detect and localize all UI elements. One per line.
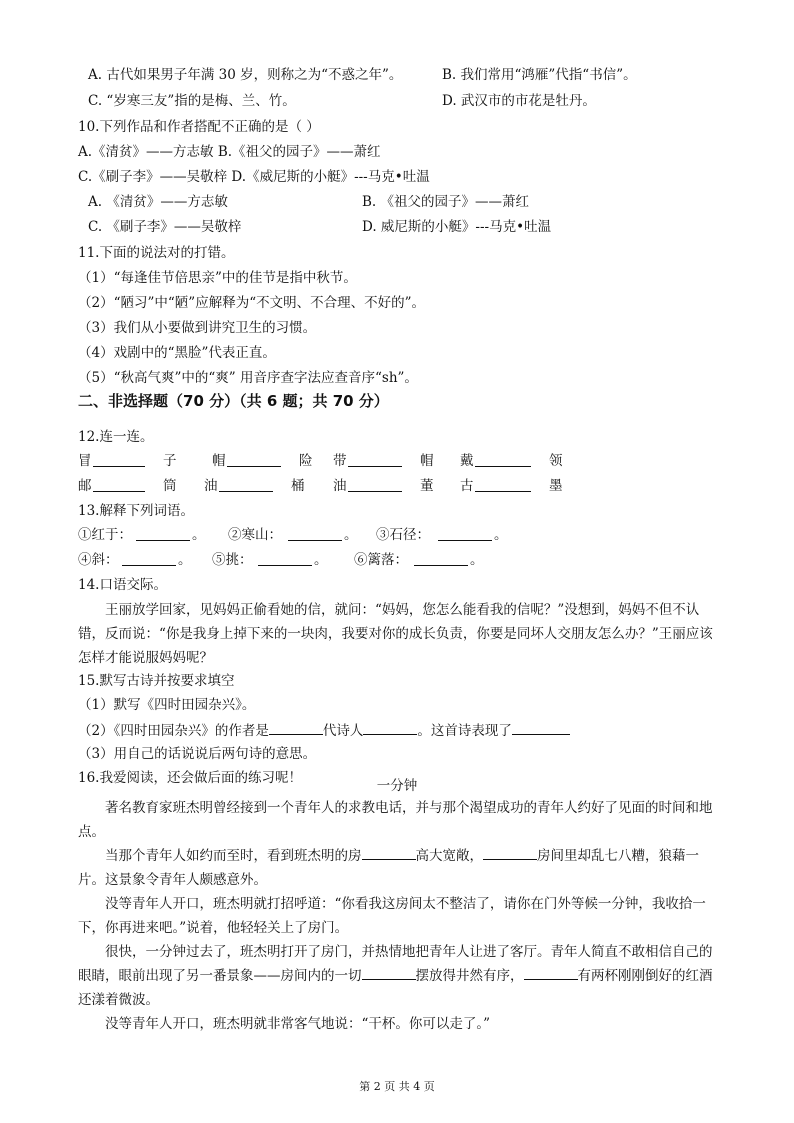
paragraph-text: 摆放得井然有序， bbox=[415, 968, 524, 984]
passage-blank[interactable] bbox=[483, 845, 537, 860]
q11-item-2: （2）“陋习”中“陋”应解释为“不文明、不合理、不好的”。 bbox=[78, 295, 425, 311]
q10-option-a: A. 《清贫》——方志敏 bbox=[88, 194, 228, 210]
q12-blank[interactable] bbox=[93, 452, 145, 467]
paragraph-text: 当那个青年人如约而至时，看到班杰明的房 bbox=[105, 848, 362, 864]
q15-stem: 15.默写古诗并按要求填空 bbox=[78, 673, 235, 689]
q15-dynasty-blank[interactable] bbox=[363, 720, 417, 735]
q16-passage bbox=[78, 796, 718, 1036]
q12-char: 戴 bbox=[460, 453, 474, 469]
q15-item-2 bbox=[78, 720, 570, 740]
q13-item: ⑤挑： bbox=[212, 552, 253, 568]
q9-option-a: A. 古代如果男子年满 30 岁，则称之为“不惑之年”。 bbox=[88, 67, 403, 83]
q13-item: ③石径： bbox=[376, 527, 430, 543]
q14-stem: 14.口语交际。 bbox=[78, 577, 167, 593]
q15-theme-blank[interactable] bbox=[512, 720, 570, 735]
q9-option-d: D. 武汉市的市花是牡丹。 bbox=[442, 93, 596, 109]
passage-title: 一分钟 bbox=[376, 778, 418, 794]
paragraph-text: 房间里却乱七八糟，狼藉一片。这景象令青年人颇感意外。 bbox=[78, 848, 699, 888]
q10-option-b: B. 《祖父的园子》——萧红 bbox=[362, 194, 530, 210]
q10-option-d: D. 威尼斯的小艇》---马克•吐温 bbox=[362, 219, 552, 235]
q12-char: 冒 bbox=[78, 453, 92, 469]
q12-char: 带 bbox=[333, 453, 347, 469]
q11-item-5: （5）“秋高气爽”中的“爽” 用音序查字法应查音序“sh”。 bbox=[78, 370, 418, 386]
passage-paragraph bbox=[78, 844, 718, 892]
q13-blank[interactable] bbox=[122, 551, 176, 566]
q13-item: ⑥篱落： bbox=[354, 552, 408, 568]
q12-blank[interactable] bbox=[475, 452, 531, 467]
q12-char: 帽 bbox=[212, 453, 226, 469]
passage-blank[interactable] bbox=[362, 845, 416, 860]
q13-item: ②寒山： bbox=[228, 527, 282, 543]
q13-period: 。 bbox=[192, 527, 206, 543]
q12-char: 油 bbox=[333, 478, 347, 494]
passage-blank[interactable] bbox=[524, 965, 578, 980]
q13-period: 。 bbox=[494, 527, 508, 543]
q10-line1: A.《清贫》——方志敏 B.《祖父的园子》——萧红 bbox=[78, 144, 381, 160]
q15-item-2-part-c: 。这首诗表现了 bbox=[417, 723, 512, 739]
q12-char: 墨 bbox=[549, 478, 563, 494]
q10-line2: C.《刷子李》——吴敬梓 D.《威尼斯的小艇》---马克•吐温 bbox=[78, 169, 430, 185]
passage-paragraph: 著名教育家班杰明曾经接到一个青年人的求教电话，并与那个渴望成功的青年人约好了见面的时间和地点。 bbox=[78, 800, 713, 840]
q12-blank[interactable] bbox=[219, 477, 273, 492]
q12-char: 筒 bbox=[163, 478, 177, 494]
paragraph-text: 很快，一分钟过去了，班杰明打开了房门，并热情地把青年人让进了客厅。青年人简直不敢相信自己的眼睛，眼前出现了另一番景象——房间内的一切 bbox=[78, 944, 713, 984]
q13-period: 。 bbox=[470, 552, 484, 568]
q12-stem: 12.连一连。 bbox=[78, 429, 154, 445]
q13-period: 。 bbox=[178, 552, 192, 568]
q13-period: 。 bbox=[314, 552, 328, 568]
q12-char: 油 bbox=[204, 478, 218, 494]
q15-item-2-part-b: 代诗人 bbox=[322, 723, 364, 739]
q12-char: 子 bbox=[163, 453, 177, 469]
q13-item: ④斜： bbox=[78, 552, 119, 568]
page-footer: 第 2 页 共 4 页 bbox=[359, 1080, 435, 1093]
q14-passage bbox=[78, 598, 718, 670]
q9-option-c: C. “岁寒三友”指的是梅、兰、竹。 bbox=[88, 93, 296, 109]
q12-blank[interactable] bbox=[475, 477, 531, 492]
q10-stem: 10.下列作品和作者搭配不正确的是（ ） bbox=[78, 119, 320, 135]
q11-item-1: （1）“每逢佳节倍思亲”中的佳节是指中秋节。 bbox=[78, 270, 357, 286]
q16-stem: 16.我爱阅读，还会做后面的练习呢！ bbox=[78, 770, 302, 786]
passage-paragraph bbox=[78, 940, 718, 1012]
q9-option-b: B. 我们常用“鸿雁”代指“书信”。 bbox=[442, 67, 637, 83]
passage-paragraph: 没等青年人开口，班杰明就打招呼道：“你看我这房间太不整洁了，请你在门外等候一分钟，我收拾一下，你再进来吧。”说着，他轻轻关上了房门。 bbox=[78, 896, 706, 936]
q13-blank[interactable] bbox=[288, 526, 342, 541]
q12-blank[interactable] bbox=[348, 452, 402, 467]
q15-author-blank[interactable] bbox=[269, 720, 323, 735]
passage-paragraph: 没等青年人开口，班杰明就非常客气地说：“干杯。你可以走了。” bbox=[105, 1016, 491, 1032]
q13-blank[interactable] bbox=[136, 526, 190, 541]
q13-blank[interactable] bbox=[258, 551, 312, 566]
q12-char: 帽 bbox=[420, 453, 434, 469]
q13-blank[interactable] bbox=[414, 551, 468, 566]
q10-option-c: C. 《刷子李》——吴敬梓 bbox=[88, 219, 242, 235]
q15-item-3: （3）用自己的话说说后两句诗的意思。 bbox=[78, 746, 317, 762]
q12-char: 桶 bbox=[291, 478, 305, 494]
q12-char: 领 bbox=[549, 453, 563, 469]
q14-text: 王丽放学回家，见妈妈正偷看她的信，就问：“妈妈，您怎么能看我的信呢？”没想到，妈妈不但不认错，反而说：“你是我身上掉下来的一块肉，我要对你的成长负责，你要是同坏人交朋友怎么办？”王丽应该怎样才能说服妈妈呢？ bbox=[78, 602, 713, 666]
q12-char: 董 bbox=[420, 478, 434, 494]
section-heading: 二、非选择题（70 分）（共 6 题；共 70 分） bbox=[78, 392, 389, 410]
q12-char: 险 bbox=[299, 453, 313, 469]
q12-blank[interactable] bbox=[227, 452, 281, 467]
q11-item-3: （3）我们从小要做到讲究卫生的习惯。 bbox=[78, 320, 317, 336]
q15-item-1: （1）默写《四时田园杂兴》。 bbox=[78, 697, 256, 713]
q13-stem: 13.解释下列词语。 bbox=[78, 503, 194, 519]
q11-item-4: （4）戏剧中的“黑脸”代表正直。 bbox=[78, 345, 276, 361]
q13-period: 。 bbox=[344, 527, 358, 543]
paragraph-text: 有两杯刚刚倒好的红酒还漾着微波。 bbox=[78, 968, 713, 1008]
q12-char: 古 bbox=[460, 478, 474, 494]
q11-stem: 11.下面的说法对的打错。 bbox=[78, 245, 235, 261]
q15-item-2-part-a: （2）《四时田园杂兴》的作者是 bbox=[78, 723, 269, 739]
paragraph-text: 高大宽敞， bbox=[415, 848, 483, 864]
q13-blank[interactable] bbox=[438, 526, 492, 541]
q12-blank[interactable] bbox=[93, 477, 145, 492]
q12-blank[interactable] bbox=[348, 477, 402, 492]
passage-blank[interactable] bbox=[362, 965, 416, 980]
q13-item: ①红于： bbox=[78, 527, 132, 543]
q12-char: 邮 bbox=[78, 478, 92, 494]
